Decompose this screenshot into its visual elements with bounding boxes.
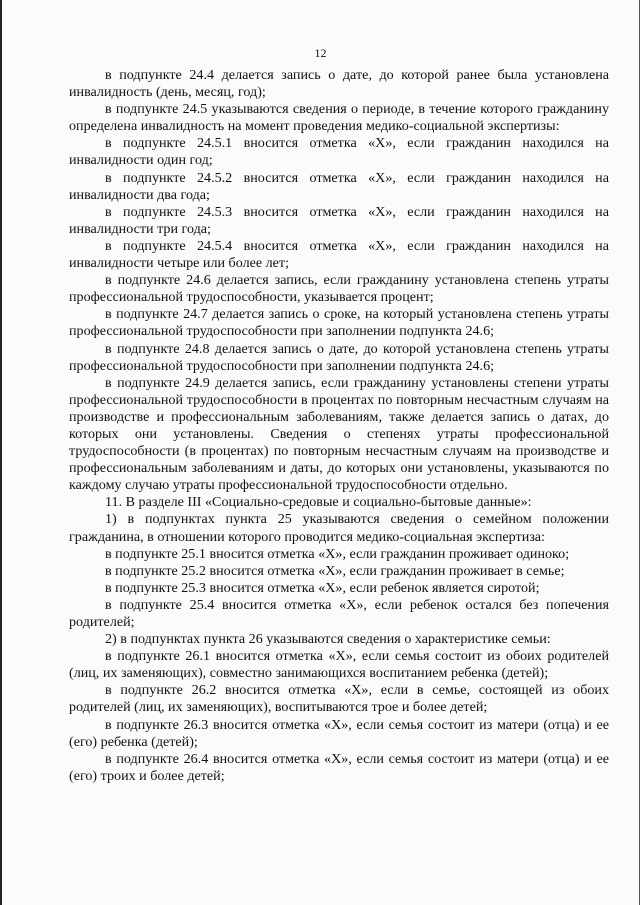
paragraph: в подпункте 24.5.2 вносится отметка «Х», если гражданин находился на инвалидности два года; [69,169,609,203]
paragraph: в подпункте 24.5.3 вносится отметка «Х», если гражданин находился на инвалидности три года; [69,203,609,237]
paragraph: в подпункте 25.3 вносится отметка «Х», если ребенок является сиротой; [105,579,540,596]
paragraph: в подпункте 25.4 вносится отметка «Х», если ребенок остался без попечения родителей; [69,596,609,630]
section-heading-paragraph: 11. В разделе III «Социально-средовые и социально-бытовые данные»: [105,494,532,511]
paragraph: в подпункте 24.5 указываются сведения о периоде, в течение которого гражданину определена инвалидность на момент проведения медико-социальной экспертизы: [69,101,609,135]
document-body [69,67,609,785]
paragraph: в подпункте 26.2 вносится отметка «Х», если в семье, состоящей из обоих родителей (лиц, их заменяющих), воспитываются трое и более детей; [69,682,609,716]
paragraph: в подпункте 25.2 вносится отметка «Х», если гражданин проживает в семье; [105,562,565,579]
paragraph: в подпункте 26.1 вносится отметка «Х», если семья состоит из обоих родителей (лиц, их заменяющих), совместно занимающихся воспитанием ребенка (детей); [69,648,609,682]
paragraph: в подпункте 26.4 вносится отметка «Х», если семья состоит из матери (отца) и ее (его) троих и более детей; [69,750,609,784]
paragraph: в подпункте 24.4 делается запись о дате, до которой ранее была установлена инвалидность (день, месяц, год); [69,67,609,101]
paragraph: в подпункте 25.1 вносится отметка «Х», если гражданин проживает одиноко; [105,545,570,562]
paragraph: в подпункте 24.5.4 вносится отметка «Х», если гражданин находился на инвалидности четыре или более лет; [69,237,609,272]
paragraph: в подпункте 24.7 делается запись о сроке, на который установлена степень утраты профессиональной трудоспособности при заполнении подпункта 24.6; [69,306,609,340]
paragraph: в подпункте 24.5.1 вносится отметка «Х», если гражданин находился на инвалидности один год; [69,135,609,169]
page-number: 12 [314,46,327,60]
paragraph: 2) в подпунктах пункта 26 указываются сведения о характеристике семьи: [105,631,551,648]
paragraph: в подпункте 24.9 делается запись, если гражданину установлены степени утраты профессиональной трудоспособности в процентах по повторным несчастным случаям на производстве и профессиональным заболеваниям, также делается запись о датах, до которых они установлены. Сведения о степенях утраты профессиональной трудоспособности (в процентах) по повторным несчастным случаям на производстве и профессиональным заболеваниям и даты, до которых они установлены, указываются по каждому случаю утраты профессиональной трудоспособности отдельно. [69,374,609,494]
paragraph: в подпункте 26.3 вносится отметка «Х», если семья состоит из матери (отца) и ее (его) ребенка (детей); [69,716,609,750]
paragraph: 1) в подпунктах пункта 25 указываются сведения о семейном положении гражданина, в отношении которого проводится медико-социальная экспертиза: [69,511,609,545]
paragraph: в подпункте 24.6 делается запись, если гражданину установлена степень утраты профессиональной трудоспособности, указывается процент; [69,272,609,306]
paragraph: в подпункте 24.8 делается запись о дате, до которой установлена степень утраты профессиональной трудоспособности при заполнении подпункта 24.6; [69,340,609,374]
